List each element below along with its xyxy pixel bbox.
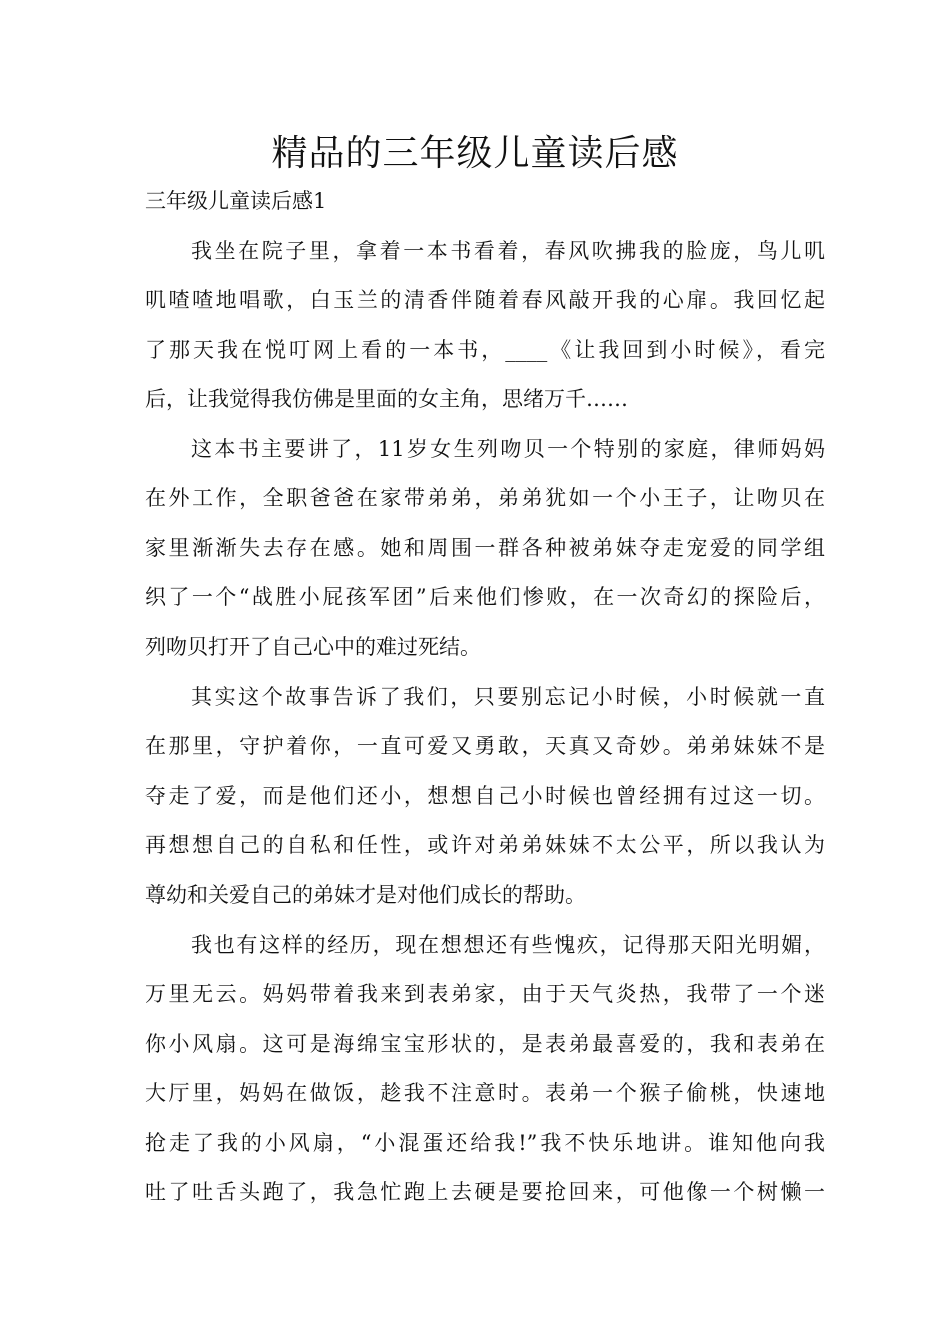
paragraph-4-line-1: 我也有这样的经历，现在想想还有些愧疚，记得那天阳光明媚， xyxy=(191,933,825,957)
paragraph-2-line-5: 列吻贝打开了自己心中的难过死结。 xyxy=(145,635,481,659)
paragraph-4-line-5: 抢走了我的小风扇，“小混蛋还给我!”我不快乐地讲。谁知他向我 xyxy=(145,1131,825,1155)
paragraph-1-line-4: 后，让我觉得我仿佛是里面的女主角，思绪万千…… xyxy=(145,387,628,411)
section-heading: 三年级儿童读后感1 xyxy=(145,189,327,213)
paragraph-2-line-1: 这本书主要讲了，11岁女生列吻贝一个特别的家庭，律师妈妈 xyxy=(191,437,825,461)
paragraph-1-line-3: 了那天我在悦叮网上看的一本书，____《让我回到小时候》，看完 xyxy=(145,338,825,362)
paragraph-2-line-4: 织了一个“战胜小屁孩军团”后来他们惨败，在一次奇幻的探险后， xyxy=(145,585,825,609)
paragraph-2-line-3: 家里渐渐失去存在感。她和周围一群各种被弟妹夺走宠爱的同学组 xyxy=(145,536,825,560)
paragraph-4-line-3: 你小风扇。这可是海绵宝宝形状的，是表弟最喜爱的，我和表弟在 xyxy=(145,1032,825,1056)
document-title: 精品的三年级儿童读后感 xyxy=(271,133,679,174)
paragraph-4-line-4: 大厅里，妈妈在做饭，趁我不注意时。表弟一个猴子偷桃，快速地 xyxy=(145,1081,825,1105)
paragraph-3-line-2: 在那里，守护着你，一直可爱又勇敢，天真又奇妙。弟弟妹妹不是 xyxy=(145,734,825,758)
paragraph-1-line-2: 叽喳喳地唱歌，白玉兰的清香伴随着春风敲开我的心扉。我回忆起 xyxy=(145,288,825,312)
paragraph-3-line-3: 夺走了爱，而是他们还小，想想自己小时候也曾经拥有过这一切。 xyxy=(145,784,825,808)
paragraph-2-line-2: 在外工作，全职爸爸在家带弟弟，弟弟犹如一个小王子，让吻贝在 xyxy=(145,486,825,510)
paragraph-3-line-5: 尊幼和关爱自己的弟妹才是对他们成长的帮助。 xyxy=(145,883,586,907)
paragraph-3-line-4: 再想想自己的自私和任性，或许对弟弟妹妹不太公平，所以我认为 xyxy=(145,833,825,857)
paragraph-1-line-1: 我坐在院子里，拿着一本书看着，春风吹拂我的脸庞，鸟儿叽 xyxy=(191,239,825,263)
paragraph-4-line-6: 吐了吐舌头跑了，我急忙跑上去硬是要抢回来，可他像一个树懒一 xyxy=(145,1180,825,1204)
paragraph-4-line-2: 万里无云。妈妈带着我来到表弟家，由于天气炎热，我带了一个迷 xyxy=(145,982,825,1006)
paragraph-3-line-1: 其实这个故事告诉了我们，只要别忘记小时候，小时候就一直 xyxy=(191,685,825,709)
